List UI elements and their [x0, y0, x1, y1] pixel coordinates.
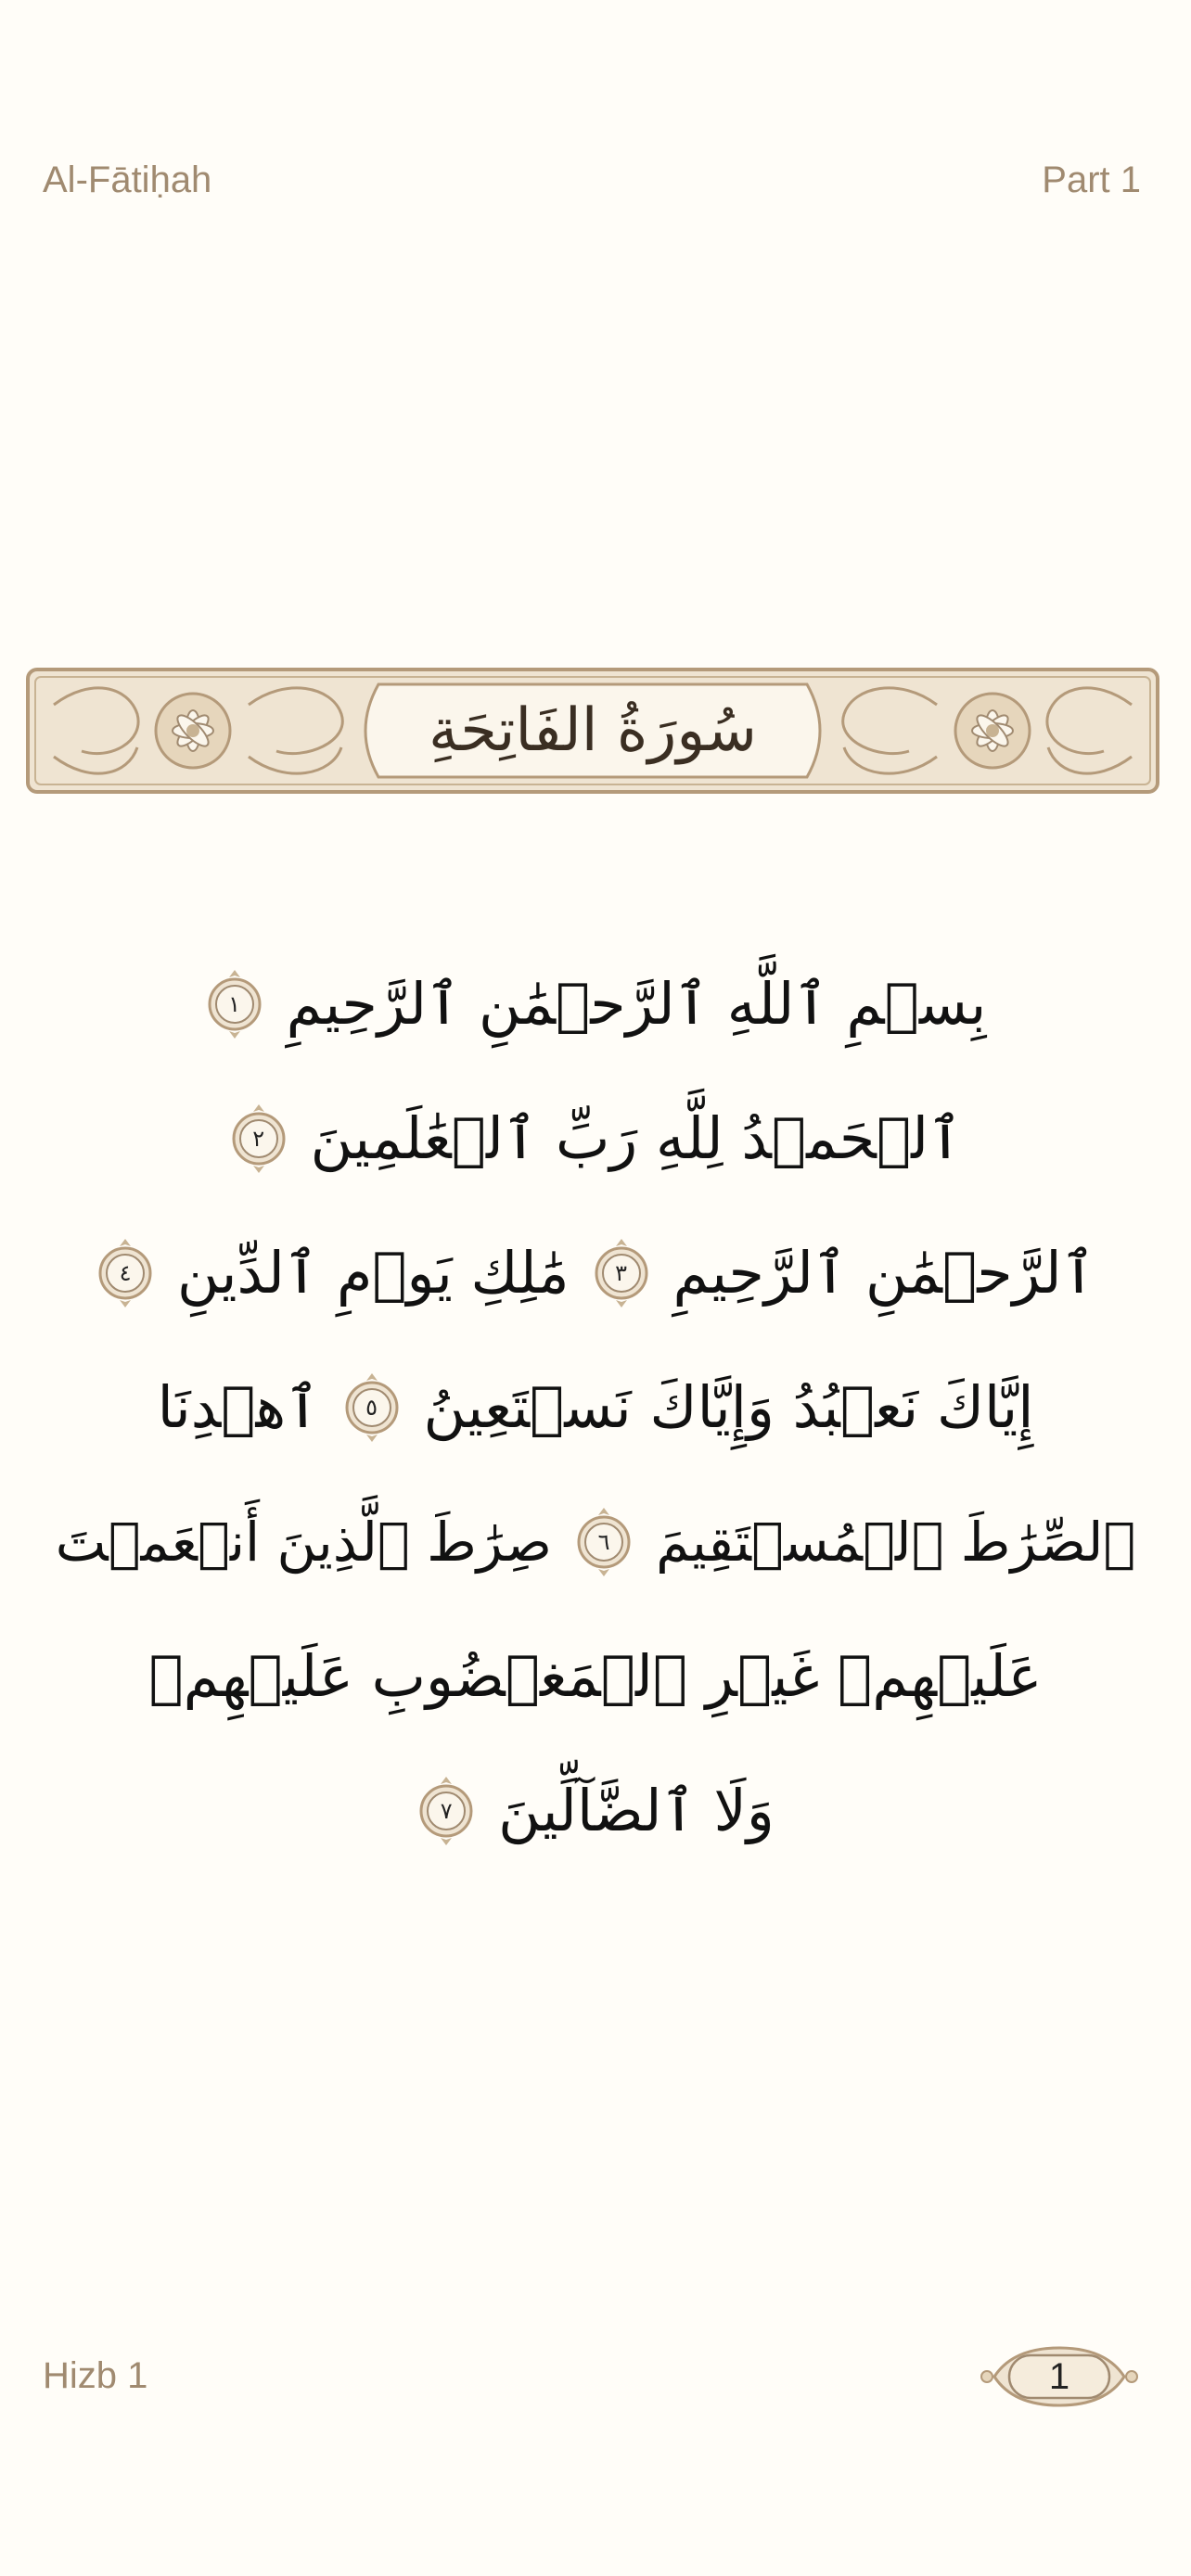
part-label: Part 1 [1042, 159, 1141, 200]
verse-text[interactable]: ٱهۡدِنَا [157, 1373, 320, 1441]
ayah-number: ١ [228, 990, 241, 1017]
page-number-badge[interactable] [976, 2344, 1143, 2409]
ayah-number-marker[interactable] [342, 1371, 402, 1444]
verse-line [56, 937, 1135, 1071]
verse-line [56, 1205, 1135, 1340]
ayah-number-marker[interactable] [574, 1506, 634, 1578]
surah-name-label: Al-Fātiḥah [43, 159, 212, 200]
ayah-number-marker[interactable] [592, 1237, 651, 1309]
verse-text[interactable]: ٱلۡحَمۡدُ لِلَّهِ رَبِّ ٱلۡعَٰلَمِينَ [310, 1104, 963, 1172]
verse-line [56, 1743, 1135, 1878]
ayah-number-marker[interactable] [229, 1103, 288, 1175]
verse-line [56, 1609, 1135, 1743]
ayah-number: ٢ [252, 1125, 265, 1152]
verse-text[interactable]: ٱلصِّرَٰطَ ٱلۡمُسۡتَقِيمَ [656, 1510, 1136, 1574]
verse-text[interactable]: إِيَّاكَ نَعۡبُدُ وَإِيَّاكَ نَسۡتَعِينُ [423, 1373, 1034, 1441]
ayah-number-marker[interactable] [205, 968, 264, 1040]
ayah-number-marker[interactable] [96, 1237, 155, 1309]
ayah-number: ٤ [119, 1259, 132, 1286]
ayah-number-marker[interactable] [416, 1775, 476, 1847]
ayah-number: ٥ [365, 1394, 378, 1421]
verse-line [56, 1071, 1135, 1205]
verse-line [56, 1474, 1135, 1609]
ayah-number: ٣ [615, 1259, 627, 1286]
verse-text[interactable]: مَٰلِكِ يَوۡمِ ٱلدِّينِ [177, 1239, 570, 1307]
verse-text[interactable]: وَلَا ٱلضَّآلِّينَ [498, 1777, 775, 1844]
ayah-number: ٧ [440, 1797, 453, 1824]
verse-text[interactable]: عَلَيۡهِمۡ غَيۡرِ ٱلۡمَغۡضُوبِ عَلَيۡهِمۡ [148, 1642, 1043, 1710]
page-number: 1 [1048, 2355, 1070, 2397]
verse-text[interactable]: بِسۡمِ ٱللَّهِ ٱلرَّحۡمَٰنِ ٱلرَّحِيمِ [286, 970, 987, 1038]
verse-text[interactable]: ٱلرَّحۡمَٰنِ ٱلرَّحِيمِ [672, 1239, 1095, 1307]
verse-line [56, 1340, 1135, 1474]
surah-title: سُورَةُ الفَاتِحَةِ [428, 696, 758, 765]
ayah-number: ٦ [597, 1528, 610, 1555]
verse-text[interactable]: صِرَٰطَ ٱلَّذِينَ أَنۡعَمۡتَ [55, 1510, 553, 1574]
hizb-label: Hizb 1 [43, 2355, 148, 2396]
quran-page-text [56, 937, 1135, 1878]
surah-title-banner [26, 668, 1159, 794]
